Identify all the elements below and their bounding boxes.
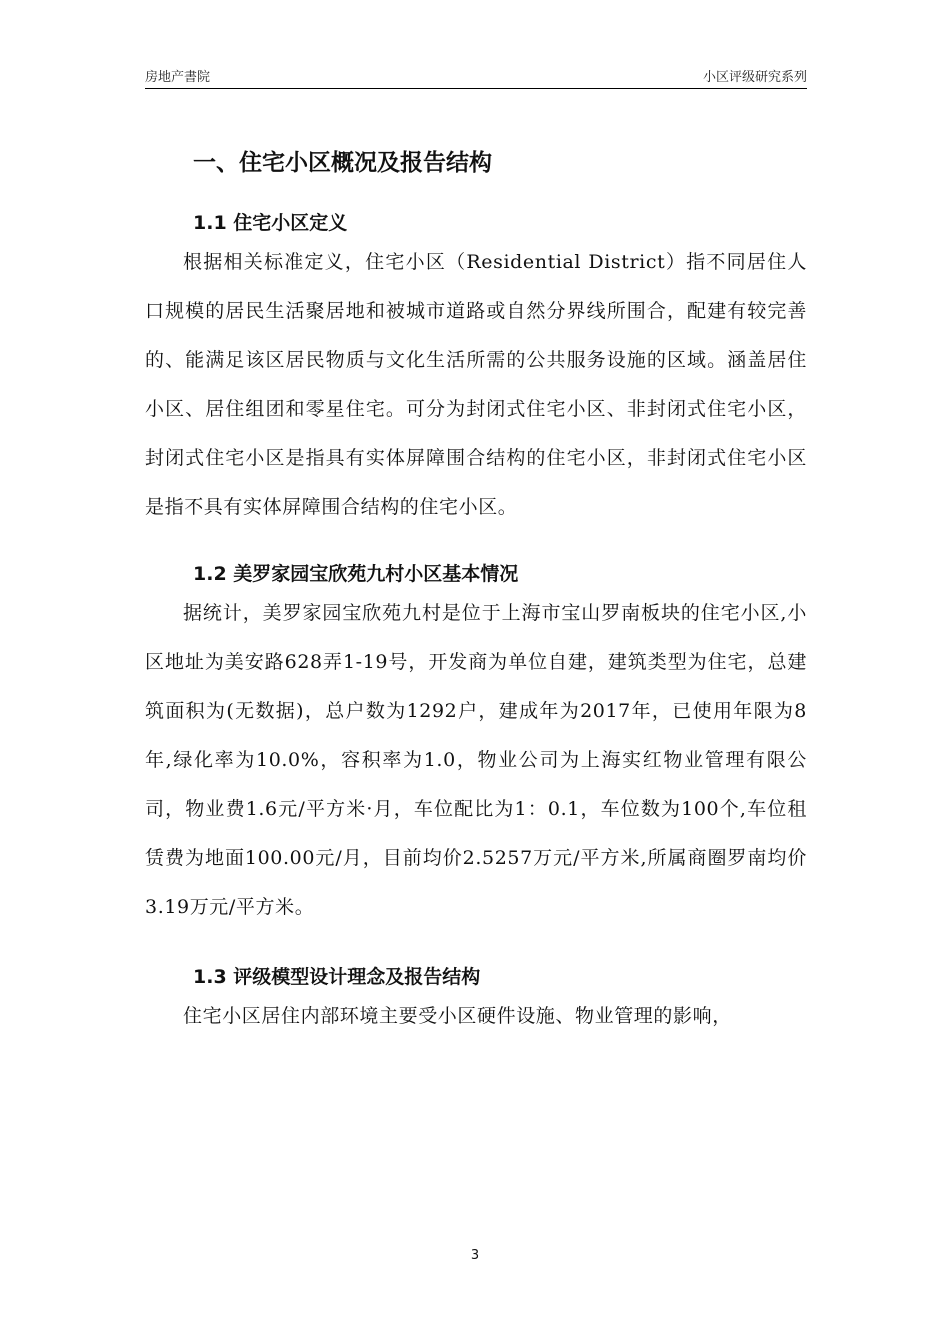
section-1-1-title: 1.1 住宅小区定义 xyxy=(193,212,348,234)
document-body xyxy=(145,140,807,1041)
page-number: 3 xyxy=(470,1248,480,1263)
section-1-3-title: 1.3 评级模型设计理念及报告结构 xyxy=(193,966,481,988)
header-publisher: 房地产書院 xyxy=(145,70,211,85)
section-1-1-paragraph: 根据相关标准定义，住宅小区（Residential District）指不同居住人口规模的居民生活聚居地和被城市道路或自然分界线所围合，配建有较完善的、能满足该区居民物质与文化生活所需的公共服务设施的区域。涵盖居住小区、居住组团和零星住宅。可分为封闭式住宅小区、非封闭式住宅小区，封闭式住宅小区是指具有实体屏障围合结构的住宅小区，非封闭式住宅小区是指不具有实体屏障围合结构的住宅小区。 xyxy=(145,251,807,518)
chapter-title: 一、住宅小区概况及报告结构 xyxy=(193,150,492,176)
section-1-2-paragraph: 据统计，美罗家园宝欣苑九村是位于上海市宝山罗南板块的住宅小区,小区地址为美安路628弄1-19号，开发商为单位自建，建筑类型为住宅，总建筑面积为(无数据)，总户数为1292户，建成年为2017年，已使用年限为8年,绿化率为10.0%，容积率为1.0，物业公司为上海实红物业管理有限公司，物业费1.6元/平方米·月，车位配比为1：0.1，车位数为100个,车位租赁费为地面100.00元/月，目前均价2.5257万元/平方米,所属商圈罗南均价3.19万元/平方米。 xyxy=(145,602,807,918)
section-1-3-paragraph: 住宅小区居住内部环境主要受小区硬件设施、物业管理的影响， xyxy=(183,1005,732,1027)
header-divider xyxy=(145,88,807,89)
section-1-2-title: 1.2 美罗家园宝欣苑九村小区基本情况 xyxy=(193,563,519,585)
header-series-title: 小区评级研究系列 xyxy=(702,70,807,85)
page-header xyxy=(145,66,807,86)
